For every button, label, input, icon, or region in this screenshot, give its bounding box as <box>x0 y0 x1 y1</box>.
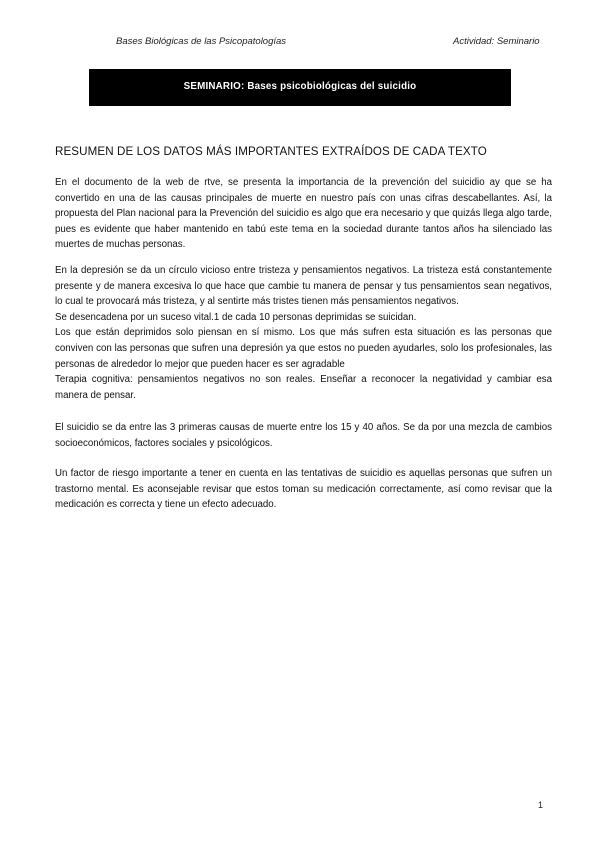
page-number: 1 <box>538 800 544 810</box>
paragraph-text: En el documento de la web de rtve, se presenta la importancia de la prevención del suicidio ay que se ha convertido en una de las causas principales de muerte en nuestro país con unas cifras descabellantes. Así, la propuesta del Plan nacional para la Prevención del suicidio es algo que era necesario y que quizás llega algo tarde, pues es evidente que haber mantenido en tabú este tema en la sociedad durante tantos años ha silenciado las muertes de muchas personas. <box>55 177 552 251</box>
paragraph-rtve-prevention <box>55 175 552 253</box>
paragraph-text: El suicidio se da entre las 3 primeras causas de muerte entre los 15 y 40 años. Se da por una mezcla de cambios socioeconómicos, factores sociales y psicológicos. <box>55 422 552 449</box>
paragraph-text: Se desencadena por un suceso vital.1 de cada 10 personas deprimidas se suicidan. <box>55 311 417 323</box>
paragraph-depression <box>55 263 552 403</box>
paragraph-text: Los que están deprimidos solo piensan en sí mismo. Los que más sufren esta situación es las personas que conviven con las personas que sufren una depresión ya que estos no pueden ayudarles, solo los profesionales, las personas de alrededor lo mejor que pueden hacer es ser agradable <box>55 327 552 370</box>
seminar-title-banner: SEMINARIO: Bases psicobiológicas del suicidio <box>89 69 511 106</box>
paragraph-risk-factor <box>55 466 552 513</box>
paragraph-text: En la depresión se da un círculo vicioso entre tristeza y pensamientos negativos. La tristeza está constantemente presente y de manera excesiva lo que hace que cambie tu manera de pensar y tus pensamientos sean negativos, lo cual te provocará más tristeza, y al sentirte más tristes tienen más pensamientos negativos. <box>55 265 552 308</box>
section-heading: RESUMEN DE LOS DATOS MÁS IMPORTANTES EXTRAÍDOS DE CADA TEXTO <box>55 145 487 158</box>
running-header-activity: Actividad: Seminario <box>453 36 540 47</box>
running-header-course: Bases Biológicas de las Psicopatologías <box>116 36 287 47</box>
paragraph-causes-of-death <box>55 420 552 451</box>
paragraph-text: Terapia cognitiva: pensamientos negativos no son reales. Enseñar a reconocer la negatividad y cambiar esa manera de pensar. <box>55 374 552 401</box>
paragraph-text: Un factor de riesgo importante a tener en cuenta en las tentativas de suicidio es aquellas personas que sufren un trastorno mental. Es aconsejable revisar que estos toman su medicación correctamente, así como revisar que la medicación es correcta y tiene un efecto adecuado. <box>55 468 552 511</box>
